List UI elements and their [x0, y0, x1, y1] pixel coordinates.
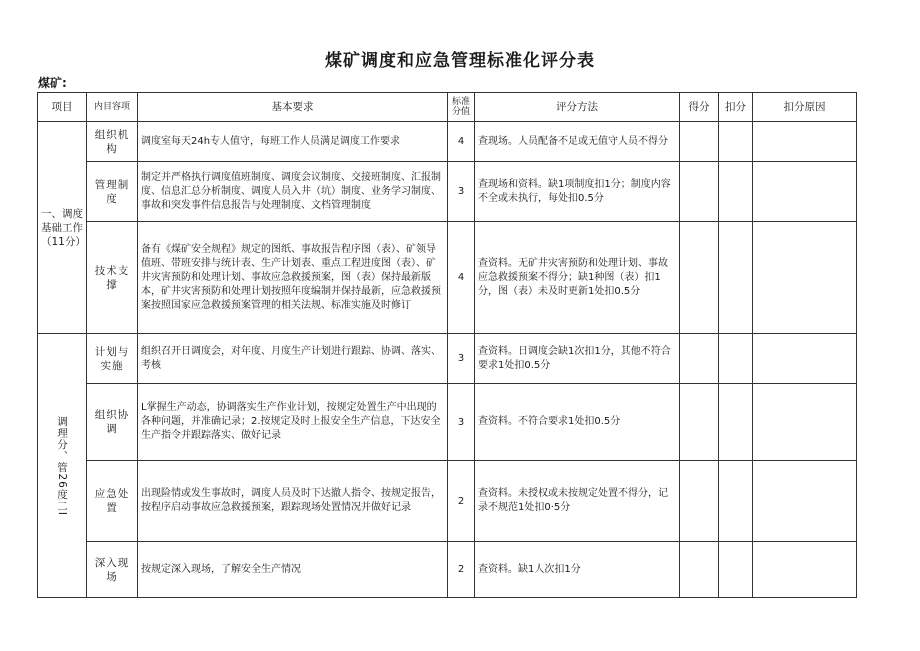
section-name: 调理分、管26度二I — [56, 415, 68, 516]
header-content: 内目容项 — [87, 93, 138, 122]
row-standard-score: 4 — [448, 222, 475, 334]
row-standard-score: 2 — [448, 461, 475, 542]
reason-cell[interactable] — [753, 384, 857, 461]
score-cell[interactable] — [680, 384, 719, 461]
score-cell[interactable] — [680, 122, 719, 162]
row-method: 查资料。不符合要求1处扣0.5分 — [475, 384, 680, 461]
section-name-cell — [38, 334, 87, 598]
table-row — [38, 334, 857, 384]
row-requirement: 组织召开日调度会，对年度、月度生产计划进行跟踪、协调、落实、考核 — [138, 334, 448, 384]
row-standard-score: 3 — [448, 162, 475, 222]
page-title: 煤矿调度和应急管理标准化评分表 — [325, 51, 595, 71]
row-requirement: 制定并严格执行调度值班制度、调度会议制度、交接班制度、汇报制度、信息汇总分析制度、调度人员入井（坑）制度、业务学习制度、事故和突发事件信息报告与处理制度、文档管理制度 — [138, 162, 448, 222]
row-method: 查资料。日调度会缺1次扣1分，其他不符合要求1处扣0.5分 — [475, 334, 680, 384]
table-row — [38, 122, 857, 162]
table-row — [38, 384, 857, 461]
score-cell[interactable] — [680, 542, 719, 598]
row-requirement: L掌握生产动态，协调落实生产作业计划，按规定处置生产中出现的各种问题，并准确记录；2.按规定及时上报安全生产信息，下达安全生产指令并跟踪落实、做好记录 — [138, 384, 448, 461]
row-item: 组织机构 — [87, 122, 138, 162]
row-standard-score: 2 — [448, 542, 475, 598]
row-requirement: 出现险情或发生事故时，调度人员及时下达撤人指令、按规定报告，按程序启动事故应急救援预案，跟踪现场处置情况并做好记录 — [138, 461, 448, 542]
row-requirement: 备有《煤矿安全规程》规定的图纸、事故报告程序图（表）、矿领导值班、带班安排与统计表、生产计划表、重点工程进度图（表）、矿井灾害预防和处理计划、事故应急救援预案，图（表）保持最新版本，矿井灾害预防和处理计划按照年度编制并保持最新，应急救援预案按照国家应急救援预案管理的相关法规、标准实施及时修订 — [138, 222, 448, 334]
reason-cell[interactable] — [753, 162, 857, 222]
table-row — [38, 461, 857, 542]
header-deduct: 扣分 — [719, 93, 753, 122]
row-method: 查资料。未授权或未按规定处置不得分，记录不规范1处扣0·5分 — [475, 461, 680, 542]
row-item: 计划与实施 — [87, 334, 138, 384]
header-reason: 扣分原因 — [753, 93, 857, 122]
reason-cell[interactable] — [753, 222, 857, 334]
header-requirements: 基本要求 — [138, 93, 448, 122]
row-item: 管理制度 — [87, 162, 138, 222]
row-item: 应急处置 — [87, 461, 138, 542]
row-standard-score: 4 — [448, 122, 475, 162]
header-project: 项目 — [38, 93, 87, 122]
row-standard-score: 3 — [448, 384, 475, 461]
mine-label: 煤矿: — [38, 76, 67, 90]
table-row — [38, 542, 857, 598]
deduct-cell[interactable] — [719, 162, 753, 222]
table-row — [38, 222, 857, 334]
deduct-cell[interactable] — [719, 384, 753, 461]
reason-cell[interactable] — [753, 334, 857, 384]
header-standard-score: 标准分值 — [448, 93, 475, 122]
row-method: 查资料。无矿井灾害预防和处理计划、事故应急救援预案不得分；缺1种图（表）扣1分，图（表）未及时更新1处扣0.5分 — [475, 222, 680, 334]
score-cell[interactable] — [680, 222, 719, 334]
row-method: 查资料。缺1人次扣1分 — [475, 542, 680, 598]
header-score: 得分 — [680, 93, 719, 122]
section-name: 一、调度基础工作（11分） — [38, 122, 87, 334]
row-item: 组织协调 — [87, 384, 138, 461]
score-cell[interactable] — [680, 461, 719, 542]
row-method: 查现场和资料。缺1项制度扣1分；制度内容不全或未执行，每处扣0.5分 — [475, 162, 680, 222]
score-cell[interactable] — [680, 334, 719, 384]
deduct-cell[interactable] — [719, 222, 753, 334]
scoring-table — [37, 92, 857, 598]
reason-cell[interactable] — [753, 461, 857, 542]
deduct-cell[interactable] — [719, 334, 753, 384]
reason-cell[interactable] — [753, 122, 857, 162]
deduct-cell[interactable] — [719, 542, 753, 598]
score-cell[interactable] — [680, 162, 719, 222]
row-requirement: 按规定深入现场，了解安全生产情况 — [138, 542, 448, 598]
row-item: 技术支撑 — [87, 222, 138, 334]
row-method: 查现场。人员配备不足或无值守人员不得分 — [475, 122, 680, 162]
deduct-cell[interactable] — [719, 122, 753, 162]
reason-cell[interactable] — [753, 542, 857, 598]
row-item: 深入现场 — [87, 542, 138, 598]
row-standard-score: 3 — [448, 334, 475, 384]
row-requirement: 调度室每天24h专人值守，每班工作人员满足调度工作要求 — [138, 122, 448, 162]
header-row — [38, 93, 857, 122]
table-row — [38, 162, 857, 222]
header-method: 评分方法 — [475, 93, 680, 122]
deduct-cell[interactable] — [719, 461, 753, 542]
